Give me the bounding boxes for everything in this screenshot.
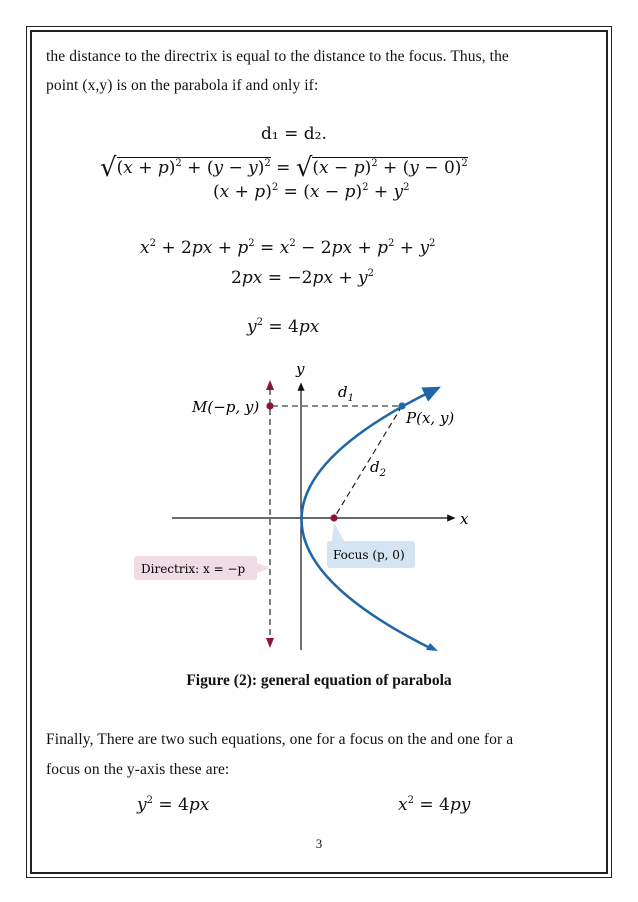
final-equation-left: $y^2 = 4px$ bbox=[137, 795, 210, 815]
parabola-curve-start-arrow bbox=[426, 643, 438, 651]
label-M: M(−p, y) bbox=[192, 398, 260, 416]
parabola-curve bbox=[301, 390, 434, 648]
label-d2: d bbox=[370, 458, 380, 476]
d2-segment bbox=[334, 406, 402, 518]
page-number: 3 bbox=[315, 836, 323, 851]
final-equation-right: $x^2 = 4py$ bbox=[398, 795, 471, 815]
directrix-label-pointer bbox=[254, 562, 270, 574]
paragraph2-line2: focus on the y-axis these are: bbox=[46, 761, 230, 778]
directrix-arrow-bottom bbox=[266, 638, 274, 648]
directrix-arrow-top bbox=[266, 380, 274, 390]
equation-distance-radicals: $√(x + p)^2 + (y - y)^2 = √(x - p)^2 + (y - 0)^2$ bbox=[100, 153, 468, 183]
equation-result: $y^2 = 4px$ bbox=[247, 317, 320, 337]
focus-label: Focus (p, 0) bbox=[333, 548, 405, 562]
point-P bbox=[398, 402, 405, 409]
figure-caption: Figure (2): general equation of parabola bbox=[186, 672, 452, 689]
paragraph2-line1: Finally, There are two such equations, one for a focus on the and one for a bbox=[46, 731, 514, 748]
svg-text:d1 bbox=[338, 383, 354, 404]
point-focus bbox=[330, 514, 337, 521]
label-d1-sub: 1 bbox=[347, 393, 354, 404]
svg-text:d2 bbox=[370, 458, 386, 479]
label-d1: d bbox=[338, 383, 348, 401]
x-axis-label: x bbox=[460, 510, 469, 528]
point-M bbox=[266, 402, 273, 409]
equation-squared-distance: $(x + p)^2 = (x - p)^2 + y^2$ bbox=[213, 182, 410, 202]
directrix-label: Directrix: x = −p bbox=[141, 562, 246, 576]
label-d2-sub: 2 bbox=[379, 468, 386, 479]
equation-simplified: $2px = -2px + y^2$ bbox=[231, 268, 374, 288]
equation-expanded: $x^2 + 2px + p^2 = x^2 - 2px + p^2 + y^2$ bbox=[140, 238, 436, 258]
label-P: P(x, y) bbox=[406, 409, 455, 427]
equation-d1-equals-d2: d₁ = d₂. bbox=[261, 124, 327, 144]
focus-label-pointer bbox=[332, 522, 344, 541]
y-axis-label: y bbox=[296, 360, 305, 378]
paragraph1-line2: point (x,y) is on the parabola if and only if: bbox=[46, 77, 319, 94]
paragraph1-line1: the distance to the directrix is equal to the distance to the focus. Thus, the bbox=[46, 48, 509, 65]
